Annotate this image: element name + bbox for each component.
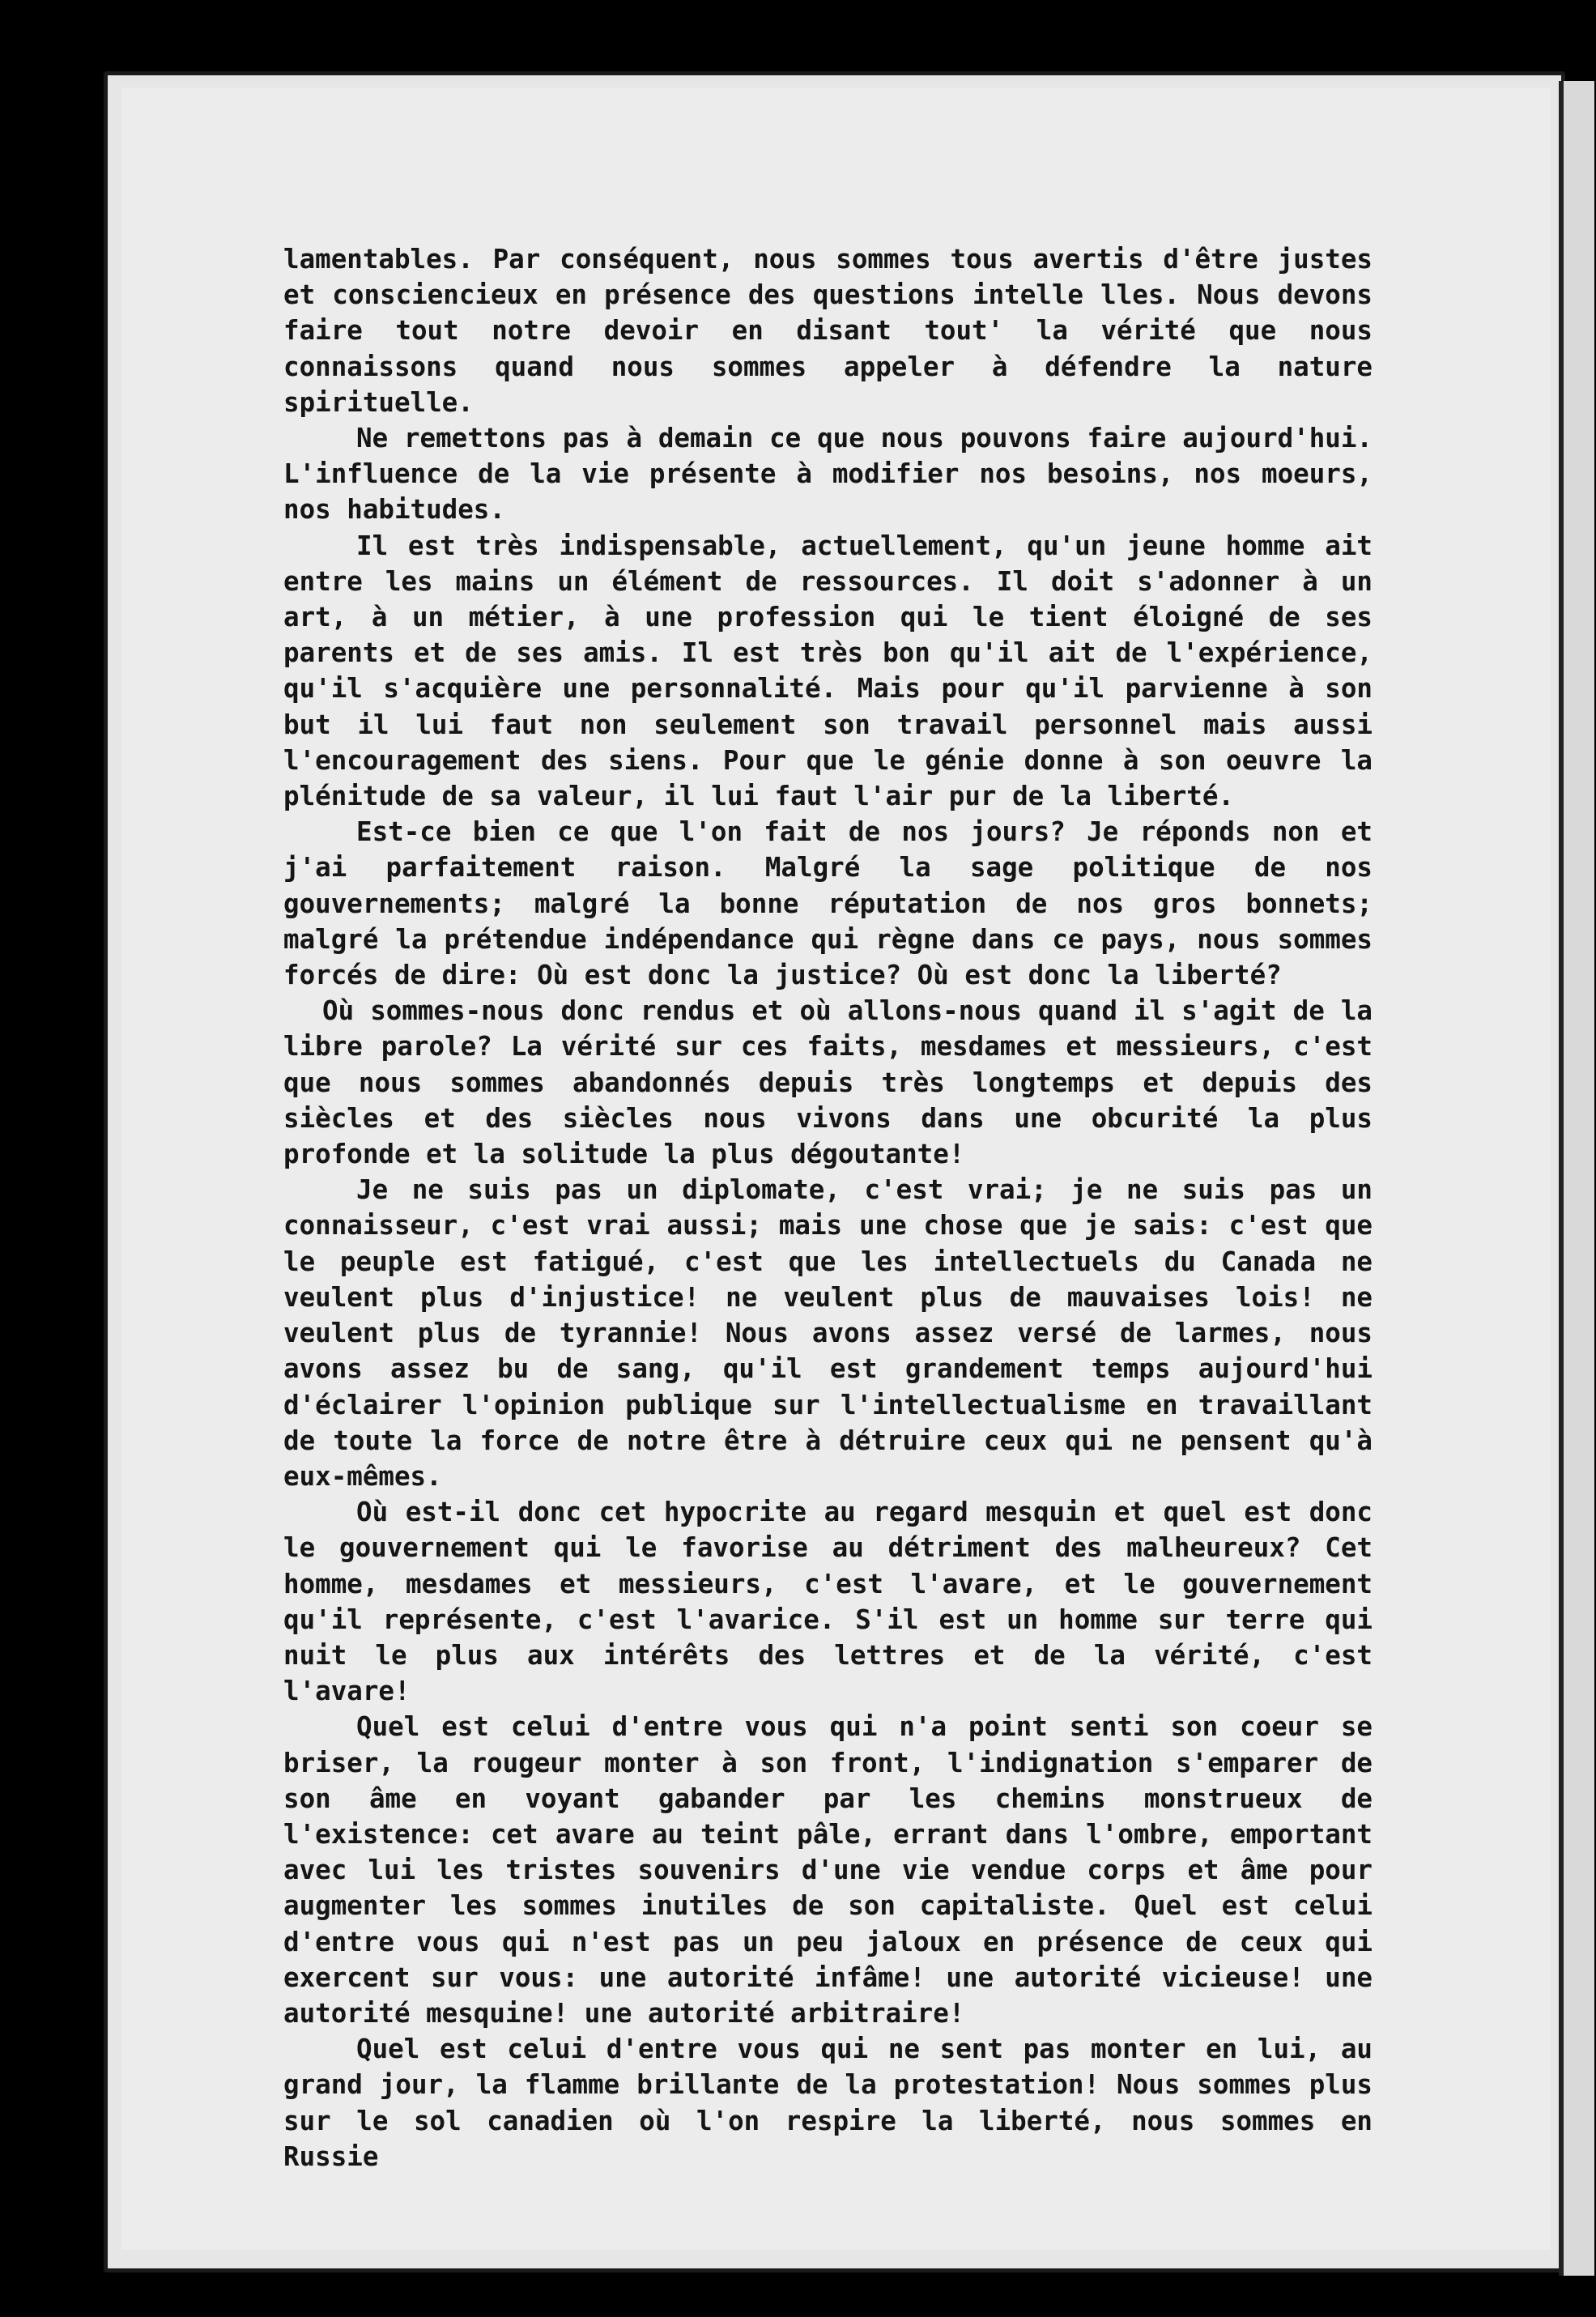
paragraph-2: Ne remettons pas à demain ce que nous pouvons faire aujourd'hui. L'influence de la vie présente à modifier nos besoins, nos moeurs, nos habitudes. [283, 423, 1373, 526]
paragraph-4: Est-ce bien ce que l'on fait de nos jours? Je réponds non et j'ai parfaitement raison. Malgré la sage politique de nos gouvernements; malgré la bonne réputation de nos gros bonnets; malgré la prétendue indépendance qui règne dans ce pays, nous sommes forcés de dire: Où est donc la justice? Où est donc la liberté? [283, 816, 1373, 991]
paragraph-5: Où sommes-nous donc rendus et où allons-nous quand il s'agit de la libre parole? La vérité sur ces faits, mesdames et messieurs, c'est que nous sommes abandonnés depuis très longtemps et depuis des siècles et des siècles nous vivons dans une obcurité la plus profonde et la solitude la plus dégoutante! [283, 995, 1373, 1170]
paragraph-1: lamentables. Par conséquent, nous sommes tous avertis d'être justes et consciencieux en présence des questions intelle lles. Nous devons faire tout notre devoir en disant tout' la vérité que nous connaissons quand nous sommes appeler à défendre la nature spirituelle. [283, 244, 1373, 418]
paragraph-7: Où est-il donc cet hypocrite au regard mesquin et quel est donc le gouvernement qui le favorise au détriment des malheureux? Cet homme, mesdames et messieurs, c'est l'avare, et le gouvernement qu'il représente, c'est l'avarice. S'il est un homme sur terre qui nuit le plus aux intérêts des lettres et de la vérité, c'est l'avare! [283, 1497, 1373, 1707]
paragraph-3: Il est très indispensable, actuellement, qu'un jeune homme ait entre les mains un élément de ressources. Il doit s'adonner à un art, à un métier, à une profession qui le tient éloigné de ses parents et de ses amis. Il est très bon qu'il ait de l'expérience, qu'il s'acquière une personnalité. Mais pour qu'il parvienne à son but il lui faut non seulement son travail personnel mais aussi l'encouragement des siens. Pour que le génie donne à son oeuvre la plénitude de sa valeur, il lui faut l'air pur de la liberté. [283, 530, 1373, 812]
body-text [283, 241, 1373, 2172]
paragraph-8: Quel est celui d'entre vous qui n'a point senti son coeur se briser, la rougeur monter à son front, l'indignation s'emparer de son âme en voyant gabander par les chemins monstrueux de l'existence: cet avare au teint pâle, errant dans l'ombre, emportant avec lui les tristes souvenirs d'une vie vendue corps et âme pour augmenter les sommes inutiles de son capitaliste. Quel est celui d'entre vous qui n'est pas un peu jaloux en présence de ceux qui exercent sur vous: une autorité infâme! une autorité vicieuse! une autorité mesquine! une autorité arbitraire! [283, 1711, 1373, 2029]
paragraph-9: Quel est celui d'entre vous qui ne sent pas monter en lui, au grand jour, la flamme brillante de la protestation! Nous sommes plus sur le sol canadien où l'on respire la liberté, nous sommes en Russie [283, 2034, 1373, 2172]
adjacent-page-edge [1559, 81, 1594, 2276]
paragraph-6: Je ne suis pas un diplomate, c'est vrai; je ne suis pas un connaisseur, c'est vrai aussi; mais une chose que je sais: c'est que le peuple est fatigué, c'est que les intellectuels du Canada ne veulent plus d'injustice! ne veulent plus de mauvaises lois! ne veulent plus de tyrannie! Nous avons assez versé de larmes, nous avons assez bu de sang, qu'il est grandement temps aujourd'hui d'éclairer l'opinion publique sur l'intellectualisme en travaillant de toute la force de notre être à détruire ceux qui ne pensent qu'à eux-mêmes. [283, 1174, 1373, 1492]
